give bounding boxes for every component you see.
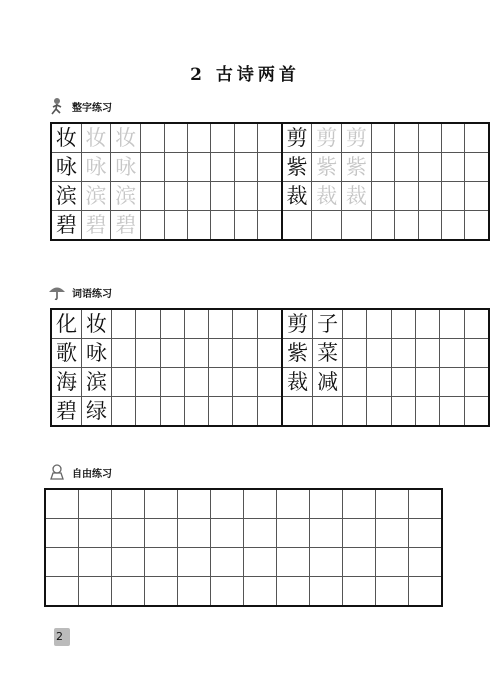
grid-cell[interactable] xyxy=(277,519,310,548)
grid-cell xyxy=(258,123,282,153)
grid-cell: 咏 xyxy=(82,339,112,368)
grid-cell xyxy=(418,182,441,211)
grid-cell xyxy=(343,397,367,427)
grid-cell xyxy=(136,397,160,427)
grid-cell xyxy=(164,182,187,211)
grid-cell xyxy=(464,309,489,339)
grid-cell xyxy=(418,123,441,153)
grid-cell xyxy=(112,368,136,397)
grid-cell xyxy=(141,211,164,241)
grid-cell xyxy=(160,397,184,427)
grid-cell xyxy=(391,368,415,397)
grid-cell xyxy=(367,397,391,427)
grid-cell xyxy=(440,339,464,368)
grid-cell xyxy=(233,339,257,368)
grid-cell xyxy=(233,368,257,397)
grid-row xyxy=(51,182,489,211)
grid-cell[interactable] xyxy=(112,519,145,548)
grid-cell: 裁 xyxy=(282,368,313,397)
grid-cell: 子 xyxy=(313,309,343,339)
grid-cell xyxy=(164,211,187,241)
grid-cell[interactable] xyxy=(112,489,145,519)
grid-cell: 碧 xyxy=(51,397,82,427)
grid-row xyxy=(51,153,489,182)
grid-cell[interactable] xyxy=(79,577,112,607)
grid-cell xyxy=(418,211,441,241)
grid-cell: 妆 xyxy=(81,123,111,153)
grid-cell: 裁 xyxy=(312,182,342,211)
grid-cell xyxy=(160,309,184,339)
grid-cell xyxy=(442,182,465,211)
grid-cell[interactable] xyxy=(112,548,145,577)
grid-cell: 歌 xyxy=(51,339,82,368)
grid-cell xyxy=(371,123,394,153)
grid-cell[interactable] xyxy=(244,577,277,607)
grid-cell[interactable] xyxy=(343,519,376,548)
grid-cell xyxy=(258,153,282,182)
grid-cell: 剪 xyxy=(342,123,372,153)
grid-cell xyxy=(136,339,160,368)
grid-cell: 化 xyxy=(51,309,82,339)
grid-cell xyxy=(465,153,489,182)
grid-cell xyxy=(258,182,282,211)
grid-cell: 剪 xyxy=(282,123,312,153)
grid-cell xyxy=(418,153,441,182)
grid-cell[interactable] xyxy=(145,519,178,548)
grid-cell xyxy=(234,153,257,182)
grid-cell[interactable] xyxy=(277,577,310,607)
copy-practice-grid xyxy=(50,122,490,241)
grid-cell xyxy=(234,182,257,211)
grid-row xyxy=(45,489,442,519)
grid-cell xyxy=(184,397,208,427)
grid-cell xyxy=(141,153,164,182)
grid-cell xyxy=(367,368,391,397)
umbrella-icon xyxy=(48,283,66,301)
grid-cell xyxy=(440,397,464,427)
grid-cell[interactable] xyxy=(277,489,310,519)
grid-cell[interactable] xyxy=(178,548,211,577)
grid-cell xyxy=(160,339,184,368)
grid-cell xyxy=(282,211,312,241)
grid-cell xyxy=(187,182,210,211)
grid-cell: 紫 xyxy=(342,153,372,182)
grid-cell xyxy=(211,123,234,153)
grid-cell xyxy=(257,339,282,368)
grid-cell xyxy=(258,211,282,241)
section-heading-label: 词语练习 xyxy=(72,288,112,300)
grid-cell[interactable] xyxy=(343,577,376,607)
grid-cell[interactable] xyxy=(145,548,178,577)
section-heading-words xyxy=(48,282,112,302)
grid-cell[interactable] xyxy=(310,489,343,519)
grid-cell[interactable] xyxy=(376,489,409,519)
grid-cell xyxy=(465,211,489,241)
grid-cell xyxy=(371,182,394,211)
grid-cell[interactable] xyxy=(145,577,178,607)
grid-cell xyxy=(464,339,489,368)
hat-icon xyxy=(48,463,66,481)
grid-cell[interactable] xyxy=(244,519,277,548)
grid-row xyxy=(51,368,489,397)
grid-cell: 咏 xyxy=(81,153,111,182)
grid-cell[interactable] xyxy=(45,548,79,577)
grid-cell xyxy=(160,368,184,397)
section-heading-free xyxy=(48,462,112,482)
grid-cell xyxy=(442,211,465,241)
grid-cell[interactable] xyxy=(145,489,178,519)
section-heading-label: 整字练习 xyxy=(72,102,112,114)
grid-cell: 裁 xyxy=(342,182,372,211)
grid-cell: 滨 xyxy=(82,368,112,397)
grid-cell xyxy=(136,368,160,397)
grid-cell[interactable] xyxy=(343,548,376,577)
grid-cell xyxy=(415,309,439,339)
grid-cell xyxy=(164,153,187,182)
word-practice-grid xyxy=(50,308,490,427)
grid-row xyxy=(51,123,489,153)
grid-cell xyxy=(141,123,164,153)
grid-cell xyxy=(234,123,257,153)
grid-cell: 紫 xyxy=(282,339,313,368)
section-heading-label: 自由练习 xyxy=(72,468,112,480)
runner-icon xyxy=(48,97,66,115)
grid-cell xyxy=(257,397,282,427)
grid-cell[interactable] xyxy=(211,548,244,577)
grid-cell xyxy=(391,397,415,427)
grid-cell[interactable] xyxy=(310,548,343,577)
grid-cell[interactable] xyxy=(409,548,443,577)
grid-cell xyxy=(257,368,282,397)
grid-cell xyxy=(371,153,394,182)
grid-cell xyxy=(465,182,489,211)
grid-cell: 碧 xyxy=(111,211,141,241)
grid-cell[interactable] xyxy=(211,577,244,607)
grid-cell: 紫 xyxy=(282,153,312,182)
grid-cell: 咏 xyxy=(51,153,81,182)
grid-cell xyxy=(209,309,233,339)
grid-cell[interactable] xyxy=(277,548,310,577)
grid-cell xyxy=(233,397,257,427)
grid-cell xyxy=(391,339,415,368)
section-heading-copy xyxy=(48,96,112,116)
grid-cell: 妆 xyxy=(51,123,81,153)
grid-cell xyxy=(343,339,367,368)
grid-cell[interactable] xyxy=(45,519,79,548)
page-title: 2 古诗两首 xyxy=(190,65,300,85)
grid-cell xyxy=(342,211,372,241)
grid-cell xyxy=(395,123,418,153)
grid-cell[interactable] xyxy=(376,577,409,607)
grid-cell: 减 xyxy=(313,368,343,397)
grid-cell[interactable] xyxy=(310,519,343,548)
grid-row xyxy=(51,309,489,339)
grid-cell xyxy=(440,309,464,339)
grid-cell: 妆 xyxy=(82,309,112,339)
grid-cell[interactable] xyxy=(211,519,244,548)
grid-cell xyxy=(257,309,282,339)
grid-row xyxy=(45,519,442,548)
grid-row xyxy=(45,548,442,577)
grid-cell xyxy=(464,397,489,427)
grid-cell xyxy=(395,153,418,182)
grid-cell xyxy=(187,123,210,153)
grid-cell xyxy=(282,397,313,427)
grid-cell[interactable] xyxy=(178,489,211,519)
grid-cell xyxy=(395,211,418,241)
grid-row xyxy=(45,577,442,607)
grid-row xyxy=(51,339,489,368)
grid-cell xyxy=(112,309,136,339)
grid-cell xyxy=(234,211,257,241)
grid-cell: 滨 xyxy=(81,182,111,211)
grid-cell xyxy=(343,368,367,397)
grid-cell[interactable] xyxy=(409,577,443,607)
grid-cell xyxy=(209,339,233,368)
grid-cell[interactable] xyxy=(45,489,79,519)
page-number: 2 xyxy=(56,630,63,643)
grid-cell xyxy=(415,339,439,368)
grid-cell xyxy=(184,339,208,368)
grid-cell xyxy=(343,309,367,339)
grid-cell: 绿 xyxy=(82,397,112,427)
grid-cell[interactable] xyxy=(343,489,376,519)
grid-cell xyxy=(211,211,234,241)
grid-cell[interactable] xyxy=(376,548,409,577)
grid-cell xyxy=(440,368,464,397)
grid-cell[interactable] xyxy=(244,489,277,519)
grid-cell xyxy=(187,153,210,182)
grid-cell[interactable] xyxy=(244,548,277,577)
grid-cell[interactable] xyxy=(45,577,79,607)
grid-cell xyxy=(313,397,343,427)
grid-cell xyxy=(233,309,257,339)
grid-cell xyxy=(312,211,342,241)
grid-cell[interactable] xyxy=(79,489,112,519)
grid-cell: 紫 xyxy=(312,153,342,182)
grid-cell xyxy=(371,211,394,241)
grid-cell[interactable] xyxy=(79,548,112,577)
grid-cell xyxy=(184,368,208,397)
grid-cell xyxy=(415,368,439,397)
grid-cell: 菜 xyxy=(313,339,343,368)
grid-cell xyxy=(464,368,489,397)
grid-cell[interactable] xyxy=(79,519,112,548)
grid-row xyxy=(51,397,489,427)
grid-cell xyxy=(442,123,465,153)
grid-cell: 碧 xyxy=(51,211,81,241)
grid-cell xyxy=(209,368,233,397)
grid-cell: 裁 xyxy=(282,182,312,211)
free-practice-grid xyxy=(44,488,443,607)
grid-cell xyxy=(164,123,187,153)
grid-cell: 滨 xyxy=(51,182,81,211)
grid-cell xyxy=(367,339,391,368)
grid-cell[interactable] xyxy=(178,519,211,548)
grid-cell xyxy=(141,182,164,211)
grid-cell xyxy=(442,153,465,182)
grid-cell xyxy=(465,123,489,153)
grid-cell: 碧 xyxy=(81,211,111,241)
grid-cell[interactable] xyxy=(409,489,443,519)
grid-cell xyxy=(187,211,210,241)
grid-cell: 海 xyxy=(51,368,82,397)
grid-cell xyxy=(415,397,439,427)
grid-cell: 滨 xyxy=(111,182,141,211)
grid-cell xyxy=(209,397,233,427)
grid-cell[interactable] xyxy=(112,577,145,607)
grid-cell xyxy=(391,309,415,339)
grid-cell xyxy=(136,309,160,339)
grid-cell[interactable] xyxy=(178,577,211,607)
grid-cell xyxy=(211,182,234,211)
grid-cell xyxy=(112,397,136,427)
grid-row xyxy=(51,211,489,241)
grid-cell: 剪 xyxy=(282,309,313,339)
grid-cell xyxy=(367,309,391,339)
grid-cell[interactable] xyxy=(376,519,409,548)
grid-cell[interactable] xyxy=(310,577,343,607)
grid-cell xyxy=(395,182,418,211)
grid-cell xyxy=(112,339,136,368)
grid-cell[interactable] xyxy=(211,489,244,519)
grid-cell xyxy=(211,153,234,182)
grid-cell[interactable] xyxy=(409,519,443,548)
grid-cell xyxy=(184,309,208,339)
grid-cell: 妆 xyxy=(111,123,141,153)
grid-cell: 咏 xyxy=(111,153,141,182)
grid-cell: 剪 xyxy=(312,123,342,153)
